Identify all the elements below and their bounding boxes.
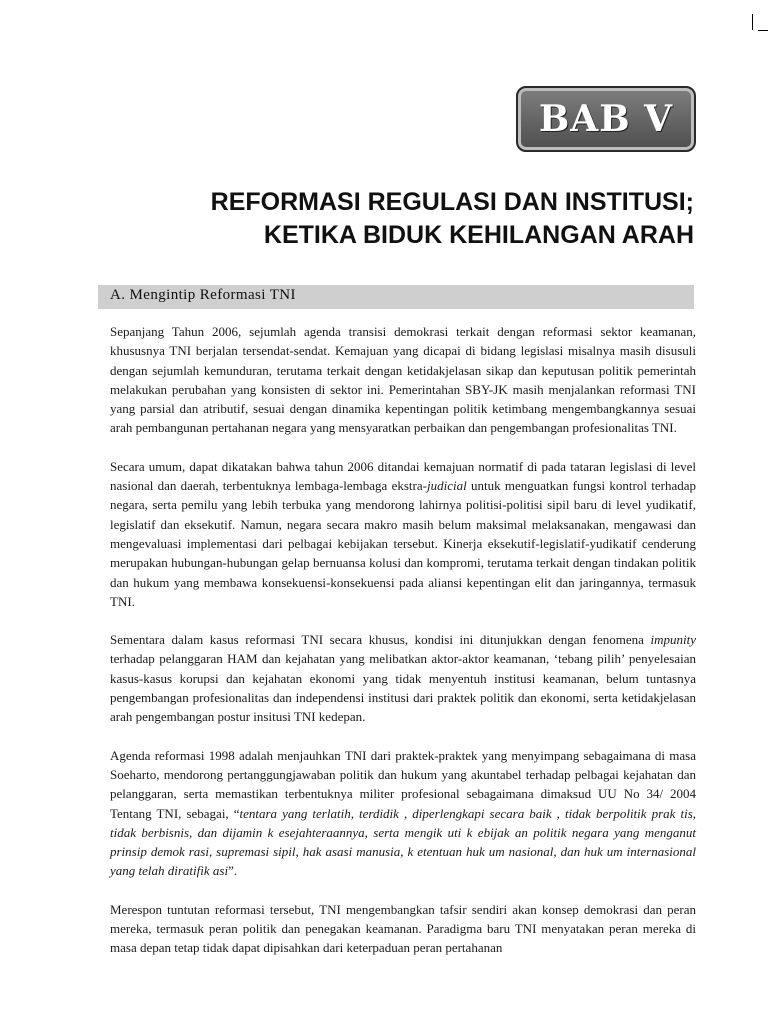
paragraph-2: [110, 457, 696, 611]
paragraph-3-italic: impunity: [650, 632, 696, 648]
chapter-title: [211, 186, 694, 252]
paragraph-4: [110, 746, 696, 881]
paragraph-3-part-b: terhadap pelanggaran HAM dan kejahatan yang melibatkan aktor-aktor keamanan, ‘tebang pilih’ penyelesaian kasus-kasus korupsi dan kejahatan ekonomi yang tidak menyentuh institusi keamanan, belum tuntasnya pengembangan profesionalitas dan independensi institusi dari praktek politik dan ekonomi, serta ketidakjelasan arah pengembangan postur insitusi TNI kedepan.: [110, 651, 696, 725]
paragraph-4-quote: tentara yang terlatih, terdidik , diperlengkapi secara baik , tidak berpolitik prak tis, tidak berbisnis, dan dijamin k esejahteraannya, serta mengik uti k ebijak an politik negara yang menganut prinsip demok rasi, supremasi sipil, hak asasi manusia, k etentuan huk um nasional, dan huk um internasional yang telah diratifik asi: [110, 805, 696, 879]
chapter-label: BAB V: [538, 98, 674, 140]
chapter-title-line-2: KETIKA BIDUK KEHILANGAN ARAH: [263, 221, 694, 249]
paragraph-4-part-b: ”.: [228, 863, 238, 879]
chapter-title-line-1: REFORMASI REGULASI DAN INSTITUSI;: [210, 188, 694, 216]
crop-mark-horizontal: [758, 30, 768, 31]
paragraph-3-part-a: Sementara dalam kasus reformasi TNI secara khusus, kondisi ini ditunjukkan dengan fenomena: [110, 632, 651, 648]
section-heading: A. Mengintip Reformasi TNI: [110, 287, 296, 303]
chapter-badge: [516, 86, 696, 152]
crop-mark-vertical: [752, 14, 753, 30]
paragraph-5: Merespon tuntutan reformasi tersebut, TNI mengembangkan tafsir sendiri akan konsep demokrasi dan peran mereka, termasuk peran politik dan penegakan keamanan. Paradigma baru TNI menyatakan peran mereka di masa depan tetap tidak dapat dipisahkan dari keterpaduan peran pertahanan: [110, 901, 696, 956]
paragraph-4-part-a: Agenda reformasi 1998 adalah menjauhkan TNI dari praktek-praktek yang menyimpang sebagaimana di masa Soeharto, mendorong pertanggungjawaban politik dan hukum yang akuntabel terhadap pelbagai kejahatan dan pelanggaran, serta memastikan terbentuknya militer profesional sebagaimana dimaksud UU No 34/ 2004 Tentang TNI, sebagai, “: [110, 747, 696, 821]
body-text: [110, 322, 696, 977]
paragraph-2-part-b: untuk menguatkan fungsi kontrol terhadap negara, serta pemilu yang lebih terbuka yang mendorong lahirnya politisi-politisi sipil baru di level yudikatif, legislatif dan eksekutif. Namun, negara secara makro masih belum maksimal melaksanakan, mengawasi dan mengevaluasi implementasi dari pelbagai kebijakan tersebut. Kinerja eksekutif-legislatif-yudikatif cenderung merupakan hubungan-hubungan gelap bernuansa kolusi dan kompromi, terutama terkait dengan tindakan politik dan hukum yang membawa konsekuensi-konsekuensi pada aliansi kepentingan elit dan jaringannya, termasuk TNI.: [110, 478, 696, 609]
paragraph-1: Sepanjang Tahun 2006, sejumlah agenda transisi demokrasi terkait dengan reformasi sektor keamanan, khususnya TNI berjalan tersendat-sendat. Kemajuan yang dicapai di bidang legislasi misalnya masih disusuli dengan sejumlah kemunduran, terutama terkait dengan ketidakjelasan sikap dan keputusan politik pemerintah melakukan perubahan yang konsisten di sektor ini. Pemerintahan SBY-JK masih menjalankan reformasi TNI yang parsial dan atributif, sesuai dengan dinamika kepentingan politik ketimbang mengembangkannya sesuai arah pembangunan pertahanan negara yang mensyaratkan perbaikan dan pengembangan profesionalitas TNI.: [110, 324, 696, 436]
section-heading-bar: [98, 285, 694, 309]
paragraph-2-italic: judicial: [426, 478, 467, 494]
paragraph-3: [110, 630, 696, 726]
paragraph-2-part-a: Secara umum, dapat dikatakan bahwa tahun 2006 ditandai kemajuan normatif di pada tataran legislasi di level nasional dan daerah, terbentuknya lembaga-lembaga ekstra-: [110, 458, 696, 494]
